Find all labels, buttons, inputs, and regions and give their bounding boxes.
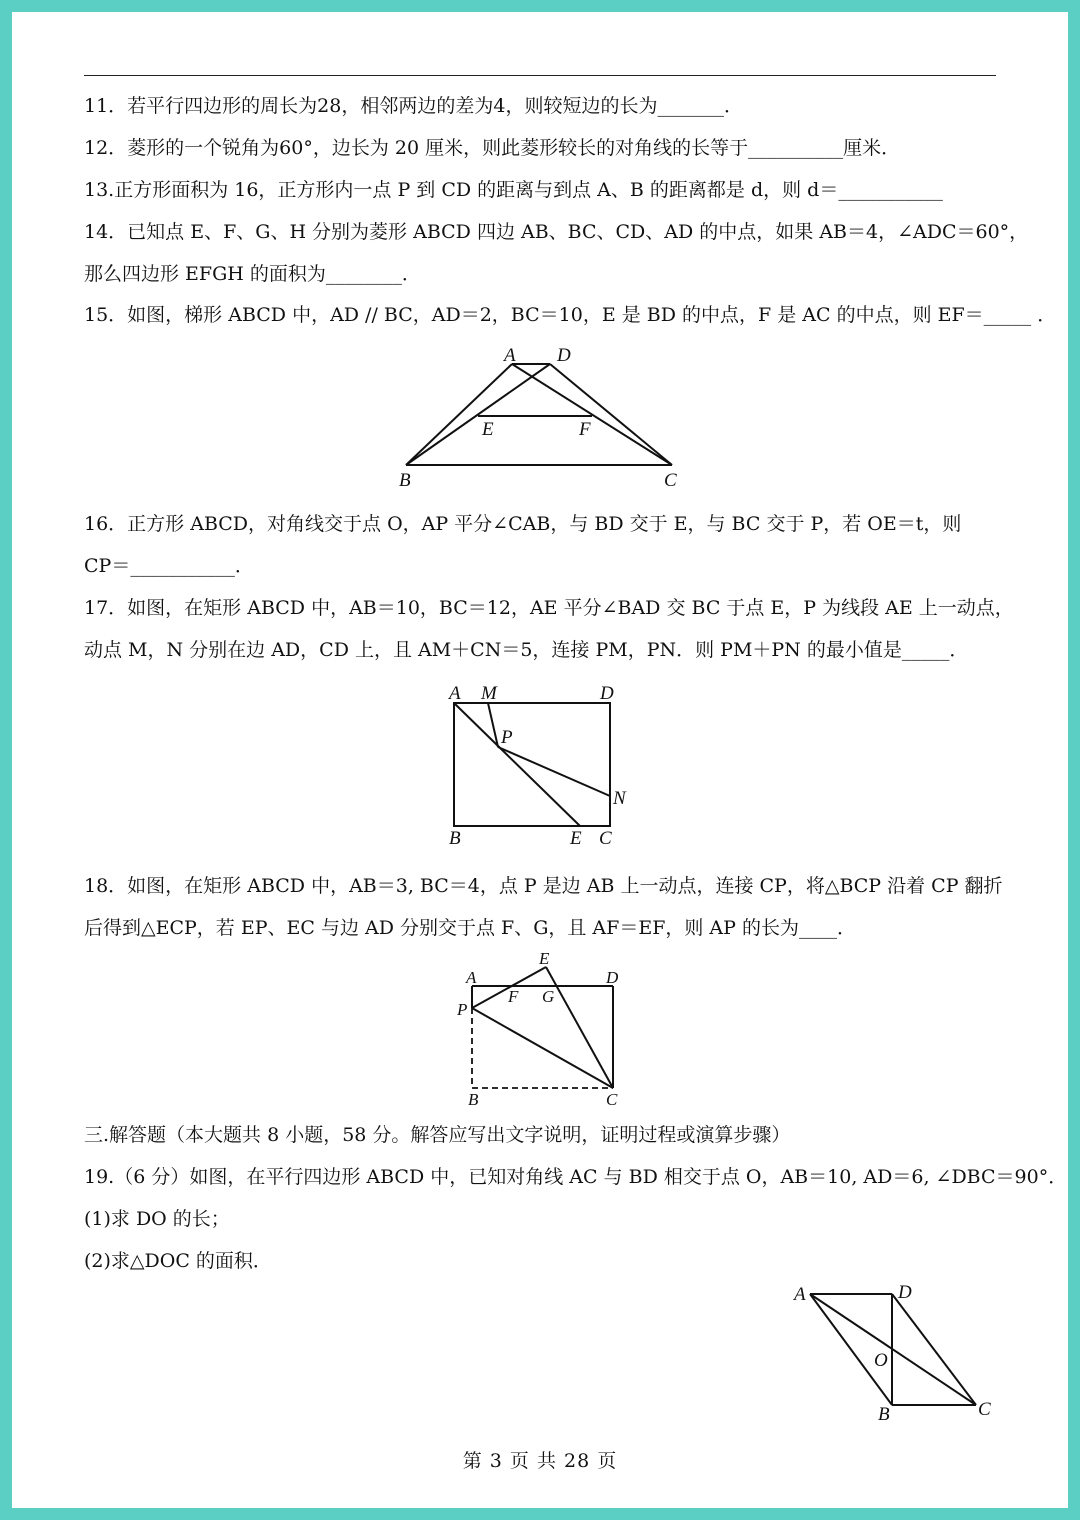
fig19-label-D: D [898,1282,912,1303]
fig18-label-G: G [542,987,555,1006]
exam-page [12,12,1068,1508]
fig15-BD [406,364,550,465]
fig15-AC [512,364,672,465]
fig17-label-C: C [599,828,612,849]
fig19-BA [810,1294,892,1405]
question-12: 12．菱形的一个锐角为60°，边长为 20 厘米，则此菱形较长的对角线的长等于__________厘米． [84,137,901,159]
fig15-label-B: B [399,470,411,491]
fig19-label-C: C [978,1399,991,1420]
fig15-label-F: F [579,419,591,440]
fig18-label-E: E [539,949,550,968]
fig18-PC [472,1008,613,1088]
fig17-label-N: N [613,788,626,809]
fig18-label-P: P [457,1000,468,1019]
question-14-line2: 那么四边形 EFGH 的面积为________． [84,263,421,285]
fig19-AC [810,1294,976,1405]
fig18-label-D: D [606,968,619,987]
fig18-label-F: F [508,987,519,1006]
fig17-rect [454,703,610,826]
fig18-EC [546,967,613,1088]
fig17-label-A: A [449,683,461,704]
fig18-label-C: C [606,1090,618,1109]
page-footer: 第 3 页 共 28 页 [462,1450,618,1472]
fig17-label-P: P [501,727,513,748]
fig15-label-D: D [557,345,571,366]
question-19-part1: (1)求 DO 的长； [84,1208,230,1230]
question-16-line2: CP＝___________． [84,555,254,577]
fig17-label-D: D [600,683,614,704]
fig15-label-A: A [504,345,516,366]
fig15-AB [406,364,512,465]
question-19-part2: (2)求△DOC 的面积． [84,1250,272,1272]
fig17-label-E: E [570,828,582,849]
fig15-DC [550,364,672,465]
fig19-label-B: B [878,1404,890,1425]
header-rule [84,75,996,76]
question-15: 15．如图，梯形 ABCD 中，AD // BC，AD＝2，BC＝10，E 是 BD 的中点，F 是 AC 的中点，则 EF＝_____ ． [84,304,1057,326]
question-17-line2: 动点 M，N 分别在边 AD，CD 上，且 AM＋CN＝5，连接 PM，PN．则 PM＋PN 的最小值是_____． [84,639,969,661]
fig17-label-M: M [481,683,497,704]
fig19-label-O: O [874,1350,888,1371]
fig18-PE [472,967,546,1008]
question-18-line1: 18．如图，在矩形 ABCD 中，AB＝3, BC＝4，点 P 是边 AB 上一动点，连接 CP，将△BCP 沿着 CP 翻折 [84,875,1003,897]
fig15-label-E: E [482,419,494,440]
section-3-heading: 三.解答题（本大题共 8 小题，58 分。解答应写出文字说明，证明过程或演算步骤） [84,1124,791,1146]
fig18-label-A: A [466,968,477,987]
fig17-MP [488,703,498,747]
question-13: 13.正方形面积为 16，正方形内一点 P 到 CD 的距离与到点 A、B 的距离都是 d，则 d＝___________ [84,179,943,201]
fig19-DC [892,1294,976,1405]
question-19: 19.（6 分）如图，在平行四边形 ABCD 中，已知对角线 AC 与 BD 相交于点 O，AB＝10, AD＝6, ∠DBC＝90°． [84,1166,1068,1188]
fig17-PN [498,747,610,796]
fig18-label-B: B [468,1090,479,1109]
question-17-line1: 17．如图，在矩形 ABCD 中，AB＝10，BC＝12，AE 平分∠BAD 交 BC 于点 E，P 为线段 AE 上一动点， [84,597,1014,619]
fig17-label-B: B [449,828,461,849]
question-11: 11．若平行四边形的周长为28，相邻两边的差为4，则较短边的长为_______． [84,95,743,117]
fig17-AE [454,703,580,826]
question-18-line2: 后得到△ECP，若 EP、EC 与边 AD 分别交于点 F、G，且 AF＝EF，则 AP 的长为____． [84,917,856,939]
fig19-label-A: A [794,1284,806,1305]
question-14-line1: 14．已知点 E、F、G、H 分别为菱形 ABCD 四边 AB、BC、CD、AD 的中点，如果 AB＝4，∠ADC＝60°， [84,221,1029,243]
question-16-line1: 16．正方形 ABCD，对角线交于点 O，AP 平分∠CAB，与 BD 交于 E，与 BC 交于 P，若 OE＝t，则 [84,513,962,535]
fig15-label-C: C [664,470,677,491]
